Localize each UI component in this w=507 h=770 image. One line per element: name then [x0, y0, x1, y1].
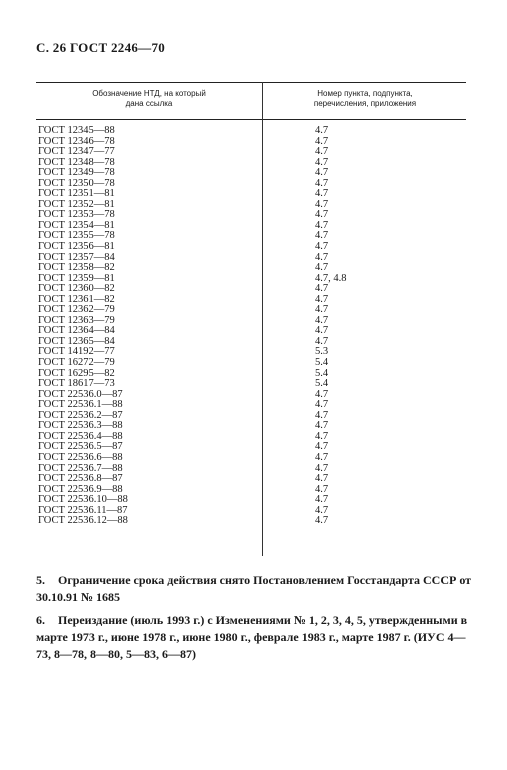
reference-cell: ГОСТ 22536.11—87	[38, 504, 128, 516]
reference-cell: ГОСТ 22536.2—87	[38, 409, 123, 421]
reference-cell: ГОСТ 22536.1—88	[38, 399, 123, 411]
reference-cell: ГОСТ 12357—84	[38, 251, 115, 263]
clause-cell: 4.7	[315, 304, 329, 316]
clause-cell: 5.4	[315, 378, 329, 390]
reference-cell: ГОСТ 22536.12—88	[38, 515, 128, 527]
reference-cell: ГОСТ 16295—82	[38, 367, 115, 379]
clause-cell: 4.7	[315, 156, 329, 168]
reference-cell: ГОСТ 12345—88	[38, 125, 115, 136]
reference-cell: ГОСТ 22536.4—88	[38, 430, 123, 442]
clause-cell: 4.7	[315, 135, 329, 147]
note-text: Переиздание (июль 1993 г.) с Изменениями № 1, 2, 3, 4, 5, утвержденными в марте 1973 г., июне 1978 г., июне 1980 г., феврале 1983 г., марте 1987 г. (ИУС 4—73, 8—78, 8—80, 5—83, 6—87)	[36, 613, 468, 661]
clause-cell: 4.7	[315, 188, 329, 200]
clause-cell: 4.7	[315, 441, 329, 453]
clause-cell: 4.7	[315, 314, 329, 326]
reference-cell: ГОСТ 12354—81	[38, 219, 115, 231]
reference-cell: ГОСТ 12361—82	[38, 293, 115, 305]
reference-cell: ГОСТ 12348—78	[38, 156, 115, 168]
clause-cell: 4.7	[315, 388, 329, 400]
reference-cell: ГОСТ 12351—81	[38, 188, 115, 200]
clause-cell: 4.7	[315, 209, 329, 221]
reference-cell: ГОСТ 12364—84	[38, 325, 115, 337]
note-6	[36, 612, 476, 663]
column-header-clause: Номер пункта, подпункта, перечисления, приложения	[313, 89, 417, 108]
reference-cell: ГОСТ 12349—78	[38, 167, 115, 179]
note-number: 6.	[36, 613, 45, 627]
note-number: 5.	[36, 573, 45, 587]
reference-cell: ГОСТ 12352—81	[38, 198, 115, 210]
reference-cell: ГОСТ 12365—84	[38, 335, 115, 347]
clause-cell: 5.4	[315, 367, 329, 379]
clause-cell: 4.7	[315, 325, 329, 337]
clause-cell: 4.7	[315, 125, 329, 136]
clause-cell: 4.7	[315, 293, 329, 305]
clause-cell: 4.7	[315, 515, 329, 527]
clause-cell: 4.7	[315, 473, 329, 485]
reference-cell: ГОСТ 12362—79	[38, 304, 115, 316]
reference-cell: ГОСТ 22536.6—88	[38, 451, 123, 463]
clause-cell: 5.3	[315, 346, 329, 358]
note-text: Ограничение срока действия снято Постановлением Госстандарта СССР от 30.10.91 № 1685	[36, 573, 472, 604]
clause-cell: 4.7	[315, 409, 329, 421]
reference-cell: ГОСТ 22536.3—88	[38, 420, 123, 432]
clause-cell: 4.7	[315, 167, 329, 179]
clause-cell: 4.7	[315, 451, 329, 463]
clause-cell: 4.7	[315, 241, 329, 253]
clause-cell: 4.7	[315, 198, 329, 210]
reference-cell: ГОСТ 12350—78	[38, 177, 115, 189]
reference-cell: ГОСТ 16272—79	[38, 357, 115, 369]
clause-cell: 4.7	[315, 283, 329, 295]
reference-cell: ГОСТ 22536.5—87	[38, 441, 123, 453]
reference-cell: ГОСТ 12355—78	[38, 230, 115, 242]
reference-cell: ГОСТ 12346—78	[38, 135, 115, 147]
clause-cell: 4.7	[315, 462, 329, 474]
column-divider	[262, 82, 263, 556]
reference-cell: ГОСТ 22536.8—87	[38, 473, 123, 485]
reference-cell: ГОСТ 12356—81	[38, 241, 115, 253]
reference-cell: ГОСТ 22536.10—88	[38, 494, 128, 506]
clause-cell: 4.7	[315, 430, 329, 442]
clause-cell: 4.7	[315, 399, 329, 411]
clause-cell: 4.7	[315, 177, 329, 189]
reference-cell: ГОСТ 14192—77	[38, 346, 115, 358]
clause-cell: 4.7	[315, 504, 329, 516]
reference-cell: ГОСТ 22536.0—87	[38, 388, 123, 400]
clause-cell: 4.7	[315, 494, 329, 506]
clause-cell: 5.4	[315, 357, 329, 369]
clause-cell: 4.7	[315, 483, 329, 495]
clause-cell: 4.7	[315, 230, 329, 242]
reference-cell: ГОСТ 12360—82	[38, 283, 115, 295]
clause-cell: 4.7	[315, 219, 329, 231]
reference-cell: ГОСТ 22536.7—88	[38, 462, 123, 474]
reference-cell: ГОСТ 18617—73	[38, 378, 115, 390]
table-header	[36, 82, 466, 120]
reference-cell: ГОСТ 22536.9—88	[38, 483, 123, 495]
reference-cell: ГОСТ 12353—78	[38, 209, 115, 221]
note-5	[36, 572, 476, 606]
clause-cell: 4.7	[315, 420, 329, 432]
clause-cell: 4.7	[315, 262, 329, 274]
reference-cell: ГОСТ 12359—81	[38, 272, 115, 284]
clause-cell: 4.7, 4.8	[315, 272, 347, 284]
reference-cell: ГОСТ 12347—77	[38, 146, 115, 158]
clause-cell: 4.7	[315, 146, 329, 158]
clause-cell: 4.7	[315, 251, 329, 263]
page-header: С. 26 ГОСТ 2246—70	[36, 40, 166, 55]
reference-cell: ГОСТ 12358—82	[38, 262, 115, 274]
column-header-reference: Обозначение НТД, на который дана ссылка	[92, 89, 206, 108]
reference-cell: ГОСТ 12363—79	[38, 314, 115, 326]
clause-cell: 4.7	[315, 335, 329, 347]
